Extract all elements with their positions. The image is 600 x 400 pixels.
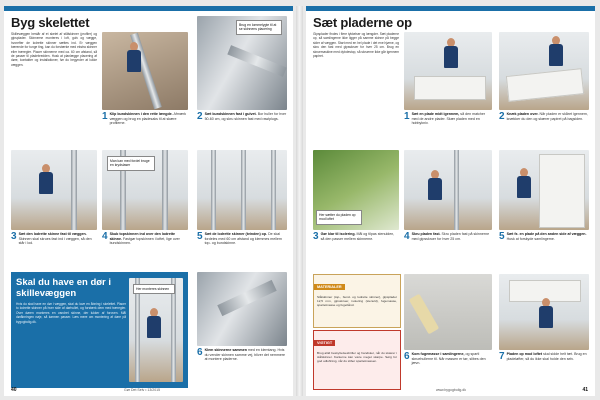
step-1-number: 1 (102, 111, 108, 122)
r-step-2-number: 2 (499, 111, 505, 122)
right-headline: Sæt pladerne op (313, 15, 412, 30)
door-box-text: Hvis du skal have en dør i væggen, skal du lave en åbning i skelettet. Placer to lodrette skinner på hver side af dørhullet, og forstærk dem med træregler. Over døren monteres en vandret skinne, der lukker af foroven. Mål døråbningen nøje, så karmen passer. Læs mere om montering af døre på bygogbolig.dk. (16, 302, 126, 324)
materials-text: Stålskinner (top-, bund- og lodrette skinner), gipsplader 12,5 mm, gipsskruer, isolering (stenuld), fugemasse, spartelmasse og fugebånd. (317, 295, 397, 308)
step-4-text: Fastgør topskinnen i loftet, lige over bundskinnen. (109, 236, 180, 246)
r-step-4-caption (404, 232, 492, 242)
r-step-1-number: 1 (404, 111, 410, 122)
materials-tag: MATERIALER (314, 284, 345, 290)
r-step-7-caption (499, 352, 589, 362)
warning-box (313, 330, 401, 390)
step-4-title: Skub topskinnen ind over den lodrette skinne. (109, 232, 176, 241)
r-step-6-text: og spartl skruehullerne til. Når massen er tør, slibes den jævn. (411, 352, 486, 366)
step-5-caption (197, 232, 287, 246)
r-step-4-photo (404, 150, 492, 230)
step-3-number: 3 (11, 231, 17, 242)
step-6-photo (197, 272, 287, 346)
step-2-callout: Brug en lommelygte til at se skinnens placering (236, 20, 282, 35)
materials-box (313, 274, 401, 328)
r-step-4-text: Skru pladen fast på skinnerne med gipsskruer for hver 25 cm. (411, 232, 490, 241)
step-4-number: 4 (102, 231, 108, 242)
left-page-number: 40 (11, 387, 17, 393)
step-6-number: 6 (197, 347, 203, 358)
r-step-6-photo (404, 274, 492, 350)
r-step-3-callout: Her sætter du pladen op mod loftet (316, 210, 362, 225)
step-2-text: Bor huller for hver 50-60 cm, og skru skinnen fast med rawlplugs. (204, 112, 287, 121)
r-step-1-caption (404, 112, 492, 126)
step-4-caption (102, 232, 188, 246)
r-step-3-number: 3 (313, 231, 319, 242)
left-page-footer: Gør Det Selv • 13/2015 (124, 388, 161, 392)
right-page-url: www.bygogbolig.dk (436, 388, 466, 392)
r-step-7-number: 7 (499, 351, 505, 362)
step-3-photo (11, 150, 97, 230)
step-1-text: Afmærk væggen og brug en pladesaks til at skære profilerne. (109, 112, 187, 126)
right-intro-text: Gipsplader findes i flere tykkelser og længder. Sæt pladerne op, så samlingerne ikke ligger på samme skinne på begge sider af væggen. Start med en hel plade i det ene hjørne, og skru den fast med gipsskruer for hver 25 cm. Brug en skruemaskine med dybdestop, så skruerne ikke går igennem papiret. (313, 32, 399, 59)
r-step-5-number: 5 (499, 231, 505, 242)
r-step-3-caption (313, 232, 399, 242)
step-3-caption (11, 232, 97, 246)
step-2-number: 2 (197, 111, 203, 122)
step-1-caption (102, 112, 188, 126)
warning-text: Brug altid beskyttelsesbriller og handsker, når du skærer i stålskinner. Kanterne kan være meget skarpe. Sørg for god udluftning, når du sliber spartelmassen. (317, 351, 397, 364)
door-info-box (11, 272, 188, 388)
page-top-bar-right (306, 6, 595, 11)
r-step-7-text: skal sidde helt tæt. Brug en pladeløfter, så du ikke skal holde den selv. (506, 352, 587, 361)
step-6-title: Klem skinnerne sammen (204, 348, 247, 352)
step-2-title: Sæt bundskinnen fast i gulvet. (204, 112, 257, 116)
r-step-1-text: så den matcher med de andre plader. Skær pladen med en hobbykniv. (411, 112, 486, 126)
r-step-6-number: 6 (404, 351, 410, 362)
left-page (4, 6, 293, 396)
r-step-6-caption (404, 352, 492, 366)
warning-tag: VIGTIGT (314, 340, 335, 346)
r-step-4-title: Skru pladen fast. (411, 232, 441, 236)
r-step-5-title: Sæt fx. en plade på den anden side af væggen. (506, 232, 587, 236)
r-step-2-photo (499, 32, 589, 110)
door-box-title: Skal du have en dør i skillevæggen (16, 277, 112, 299)
r-step-2-text: Når pladen er skåret igennem, knækker du den og skærer papiret på bagsiden. (506, 112, 588, 121)
step-5-title: Sæt de lodrette skinner (tvinden) op. (204, 232, 268, 236)
step-5-photo (197, 150, 287, 230)
r-step-5-photo (499, 150, 589, 230)
page-spine (296, 6, 303, 396)
door-box-callout: Her monteres skinnen (133, 284, 175, 294)
step-6-caption (197, 348, 287, 362)
left-intro-text: Skillevæggen består af et skelet af stålskinner (profiler) og gipsplader. Skinnerne monteres i loft, gulv og vægge, hvorefter de lodrette skinner sættes ind. Er væggen bærende for tunge ting, kan du forstærke med ekstra skinner eller træregler. Placer skinnerne med ca. 60 cm afstand, så de passer til pladebredden. Husk at planlægge placering af døre, kontakter og installationer, før du begynder at lukke væggen. (11, 32, 97, 67)
step-2-caption (197, 112, 287, 122)
right-page (306, 6, 595, 396)
right-page-number: 41 (582, 387, 588, 393)
step-3-title: Sæt den lodrette skinne fast til væggen. (18, 232, 87, 236)
step-1-photo (102, 32, 188, 110)
r-step-3-text: Mål og tilpas stenulden, så den passer mellem skinnerne. (320, 232, 395, 241)
step-3-text: Skinnen skal skrues fast ind i væggen, så den står i lod. (18, 236, 92, 246)
r-step-5-caption (499, 232, 589, 242)
left-headline: Byg skelettet (11, 15, 90, 30)
step-5-number: 5 (197, 231, 203, 242)
r-step-2-title: Knæk pladen over. (506, 112, 539, 116)
r-step-4-number: 4 (404, 231, 410, 242)
r-step-7-photo (499, 274, 589, 350)
r-step-7-title: Pladen op mod loftet (506, 352, 543, 356)
step-1-title: Klip bundskinnen i den rette længde. (109, 112, 173, 116)
r-step-1-photo (404, 32, 492, 110)
r-step-3-title: Gør klar til isolering. (320, 232, 356, 236)
step-6-text: med en klemtang. Hvis du vender skinnen samme vej, bliver det nemmere at montere pladerne. (204, 348, 286, 362)
r-step-1-title: Sæt en plade midt igennem, (411, 112, 460, 116)
page-top-bar (4, 6, 293, 11)
r-step-6-title: Kom fugemasse i samlingerne, (411, 352, 465, 356)
step-4-callout: Man kan med fordel bruge en krydslaser (107, 156, 155, 171)
r-step-5-text: Husk at forskyde samlingerne. (506, 236, 555, 241)
r-step-2-caption (499, 112, 589, 122)
step-5-text: De skal fordeles med 60 cm afstand og klemmes mellem top- og bundskinne. (204, 232, 282, 246)
